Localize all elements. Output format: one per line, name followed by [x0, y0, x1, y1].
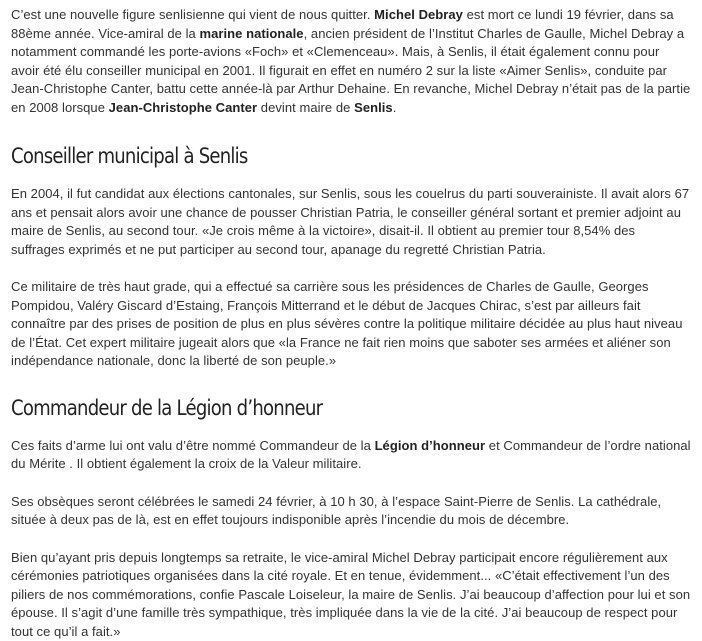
- section2-bold-legion: Légion d’honneur: [375, 438, 486, 453]
- intro-text-5: .: [393, 100, 397, 115]
- intro-text-2: est mort ce lundi 19 février, dans sa 88ème année. Vice-amiral de la: [11, 7, 674, 41]
- intro-bold-marine: marine nationale: [199, 26, 303, 41]
- section-heading-conseiller: Conseiller municipal à Senlis: [11, 144, 596, 168]
- section1-paragraph-2: Ce militaire de très haut grade, qui a effectué sa carrière sous les présidences de Charles de Gaulle, Georges Pompidou, Valéry Giscard d’Estaing, François Mitterrand et le début de Jacques Chirac, s’est par ailleurs fait connaître par des prises de position de plus en plus sévères contre la politique militaire décidée au plus haut niveau de l’État. Cet expert militaire jugeait alors que «la France ne fait rien moins que saboter ses armées et aliéner son indépendance nationale, donc la liberté de son peuple.»: [11, 278, 691, 371]
- section2-p1-text-2: et Commandeur de l’ordre national du Mérite . Il obtient également la croix de la Valeur militaire.: [11, 438, 691, 472]
- intro-paragraph: [11, 6, 691, 117]
- intro-bold-canter: Jean-Christophe Canter: [109, 100, 257, 115]
- section2-paragraph-3: Bien qu’ayant pris depuis longtemps sa retraite, le vice-amiral Michel Debray participait encore régulièrement aux cérémonies patriotiques organisées dans la cité royale. Et en tenue, évidemment... «C’était effectivement l’un des piliers de nos commémorations, confie Pascale Loiseleur, la maire de Senlis. J’ai beaucoup d’affection pour lui et son épouse. Il s’agit d’une famille très sympathique, très impliquée dans la vie de la cité. J’ai beaucoup de respect pour tout ce qu’il a fait.»: [11, 549, 691, 641]
- intro-text-1: C’est une nouvelle figure senlisienne qui vient de nous quitter.: [11, 7, 374, 22]
- intro-bold-senlis: Senlis: [354, 100, 393, 115]
- intro-text-4: devint maire de: [257, 100, 354, 115]
- section2-p1-text-1: Ces faits d’arme lui ont valu d’être nommé Commandeur de la: [11, 438, 375, 453]
- section-heading-legion: Commandeur de la Légion d’honneur: [11, 396, 596, 420]
- intro-text-3: , ancien président de l’Institut Charles de Gaulle, Michel Debray a notamment commandé les porte-avions «Foch» et «Clemenceau». Mais, à Senlis, il était également connu pour avoir été élu conseiller municipal en 2001. Il figurait en effet en numéro 2 sur la liste «Aimer Senlis», conduite par Jean-Christophe Canter, battu cette année-là par Arthur Dehaine. En revanche, Michel Debray n’était pas de la partie en 2008 lorsque: [11, 26, 690, 115]
- section2-paragraph-1: [11, 437, 691, 474]
- section2-paragraph-2: Ses obsèques seront célébrées le samedi 24 février, à 10 h 30, à l’espace Saint-Pierre de Senlis. La cathédrale, située à deux pas de là, est en effet toujours indisponible après l’incendie du mois de décembre.: [11, 493, 691, 530]
- section1-paragraph-1: En 2004, il fut candidat aux élections cantonales, sur Senlis, sous les couelrus du parti souverainiste. Il avait alors 67 ans et pensait alors avoir une chance de pousser Christian Patria, le conseiller général sortant et premier adjoint au maire de Senlis, au second tour. «Je crois même à la victoire», disait-il. Il obtient au premier tour 8,54% des suffrages exprimés et ne put participer au second tour, apanage du regretté Christian Patria.: [11, 185, 691, 259]
- intro-bold-name: Michel Debray: [374, 7, 463, 22]
